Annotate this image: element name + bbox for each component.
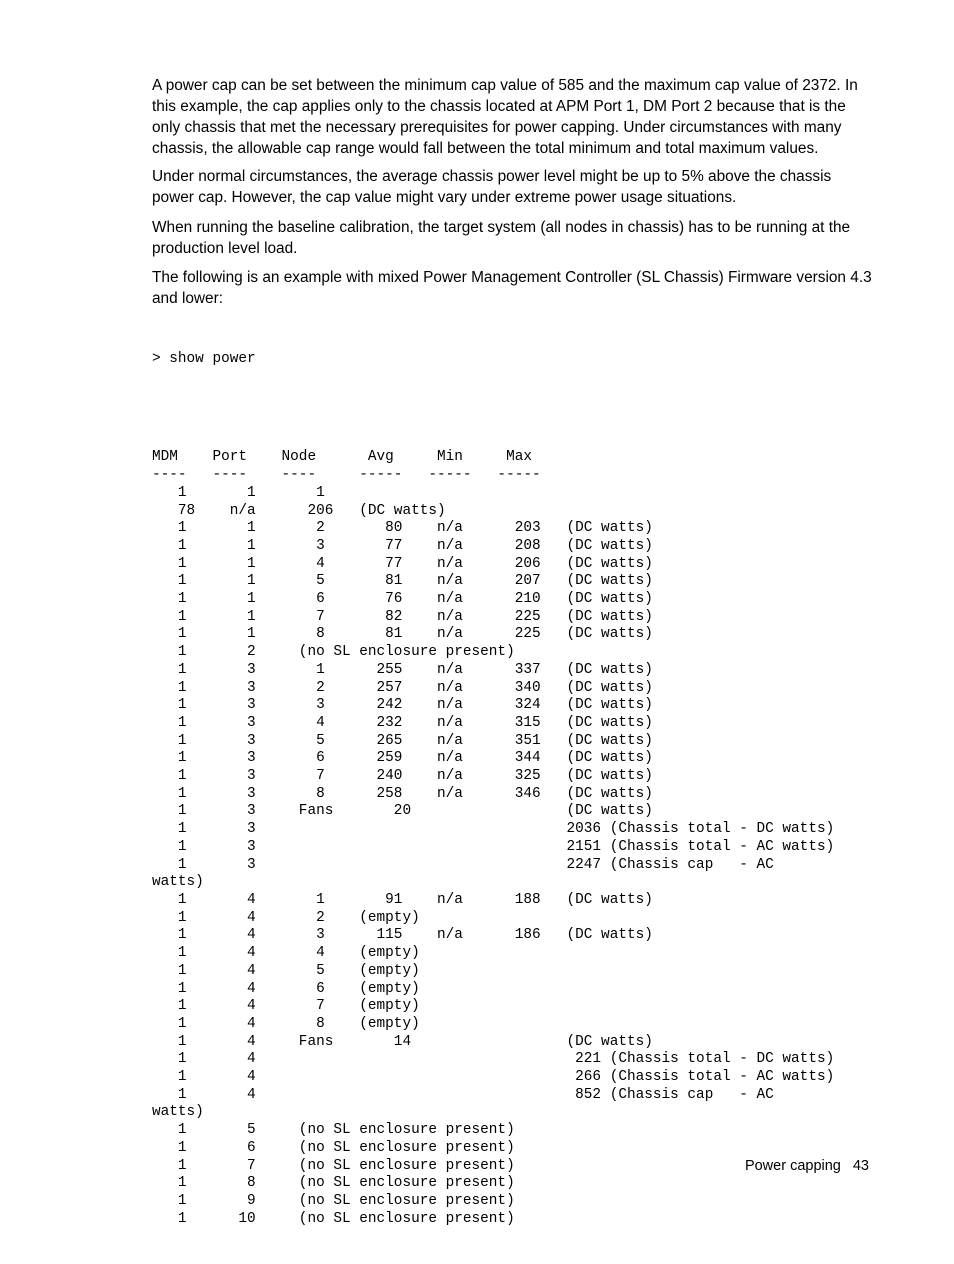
output-line: 1 4 7 (empty) bbox=[152, 998, 420, 1015]
output-line: 1 2 (no SL enclosure present) bbox=[152, 644, 515, 661]
output-line: 1 3 2 257 n/a 340 (DC watts) bbox=[152, 679, 653, 696]
output-line: 1 6 (no SL enclosure present) bbox=[152, 1139, 515, 1156]
output-line: 1 4 6 (empty) bbox=[152, 980, 420, 997]
page-number: 43 bbox=[852, 1158, 869, 1174]
output-line: 1 1 2 80 n/a 203 (DC watts) bbox=[152, 520, 653, 537]
output-line: 1 3 3 242 n/a 324 (DC watts) bbox=[152, 697, 653, 714]
footer-section-title: Power capping bbox=[744, 1158, 841, 1174]
output-line: 1 3 6 259 n/a 344 (DC watts) bbox=[152, 750, 653, 767]
output-line: watts) bbox=[152, 874, 204, 891]
command-output-block bbox=[152, 316, 834, 1264]
output-line: 1 4 4 (empty) bbox=[152, 945, 420, 962]
output-line: 1 1 4 77 n/a 206 (DC watts) bbox=[152, 555, 653, 572]
output-line: 1 1 3 77 n/a 208 (DC watts) bbox=[152, 537, 653, 554]
output-line: 1 3 2036 (Chassis total - DC watts) bbox=[152, 821, 835, 838]
output-line: 1 1 5 81 n/a 207 (DC watts) bbox=[152, 573, 653, 590]
output-line: 78 n/a 206 (DC watts) bbox=[152, 502, 446, 519]
output-line: 1 4 8 (empty) bbox=[152, 1015, 420, 1032]
paragraph-power-cap-range: A power cap can be set between the minimum cap value of 585 and the maximum cap value of 2372. In this example, the cap applies only to the chassis located at APM Port 1, DM Port 2 because that is the only chassis that met the necessary prerequisites for power capping. Under circumstances with many chassis, the allowable cap range would fall between the total minimum and total maximum values. bbox=[152, 77, 858, 157]
output-line: 1 4 2 (empty) bbox=[152, 909, 420, 926]
output-line: 1 3 2151 (Chassis total - AC watts) bbox=[152, 838, 835, 855]
output-line: watts) bbox=[152, 1104, 204, 1121]
output-line: 1 4 5 (empty) bbox=[152, 962, 420, 979]
output-line: 1 9 (no SL enclosure present) bbox=[152, 1192, 515, 1209]
output-line: 1 4 1 91 n/a 188 (DC watts) bbox=[152, 892, 653, 908]
output-line: 1 10 (no SL enclosure present) bbox=[152, 1210, 515, 1227]
command-line: > show power bbox=[152, 351, 256, 368]
paragraph-baseline-calibration: When running the baseline calibration, the target system (all nodes in chassis) has to be running at the production level load. bbox=[152, 219, 851, 257]
output-line: 1 3 1 255 n/a 337 (DC watts) bbox=[152, 661, 653, 678]
output-line: 1 4 221 (Chassis total - DC watts) bbox=[152, 1051, 835, 1068]
output-line: 1 1 6 76 n/a 210 (DC watts) bbox=[152, 591, 653, 608]
output-line: 1 8 (no SL enclosure present) bbox=[152, 1175, 515, 1192]
output-line: 1 3 Fans 20 (DC watts) bbox=[152, 803, 653, 820]
power-output-listing bbox=[152, 449, 834, 1228]
output-line: 1 1 7 82 n/a 225 (DC watts) bbox=[152, 608, 653, 625]
output-line: MDM Port Node Avg Min Max bbox=[152, 449, 532, 466]
output-line: 1 3 8 258 n/a 346 (DC watts) bbox=[152, 785, 653, 802]
output-line: 1 3 2247 (Chassis cap - AC bbox=[152, 856, 774, 873]
output-line: 1 3 4 232 n/a 315 (DC watts) bbox=[152, 714, 653, 731]
paragraph-example-intro: The following is an example with mixed Power Management Controller (SL Chassis) Firmware version 4.3 and lower: bbox=[152, 269, 872, 307]
output-line: 1 3 7 240 n/a 325 (DC watts) bbox=[152, 768, 653, 785]
output-line: 1 1 8 81 n/a 225 (DC watts) bbox=[152, 626, 653, 643]
output-line: 1 3 5 265 n/a 351 (DC watts) bbox=[152, 732, 653, 749]
output-line: 1 4 852 (Chassis cap - AC bbox=[152, 1086, 774, 1103]
output-line: 1 4 266 (Chassis total - AC watts) bbox=[152, 1069, 835, 1086]
page-footer bbox=[745, 1158, 869, 1174]
output-line: 1 4 3 115 n/a 186 (DC watts) bbox=[152, 927, 653, 944]
output-line: 1 1 1 bbox=[152, 484, 325, 501]
paragraph-normal-circumstances: Under normal circumstances, the average chassis power level might be up to 5% above the chassis power cap. However, the cap value might vary under extreme power usage situations. bbox=[152, 168, 832, 206]
output-line: 1 5 (no SL enclosure present) bbox=[152, 1122, 515, 1139]
output-line: 1 4 Fans 14 (DC watts) bbox=[152, 1033, 653, 1050]
output-line: 1 7 (no SL enclosure present) bbox=[152, 1157, 515, 1174]
output-line: ---- ---- ---- ----- ----- ----- bbox=[152, 467, 541, 484]
spacer bbox=[152, 405, 834, 415]
